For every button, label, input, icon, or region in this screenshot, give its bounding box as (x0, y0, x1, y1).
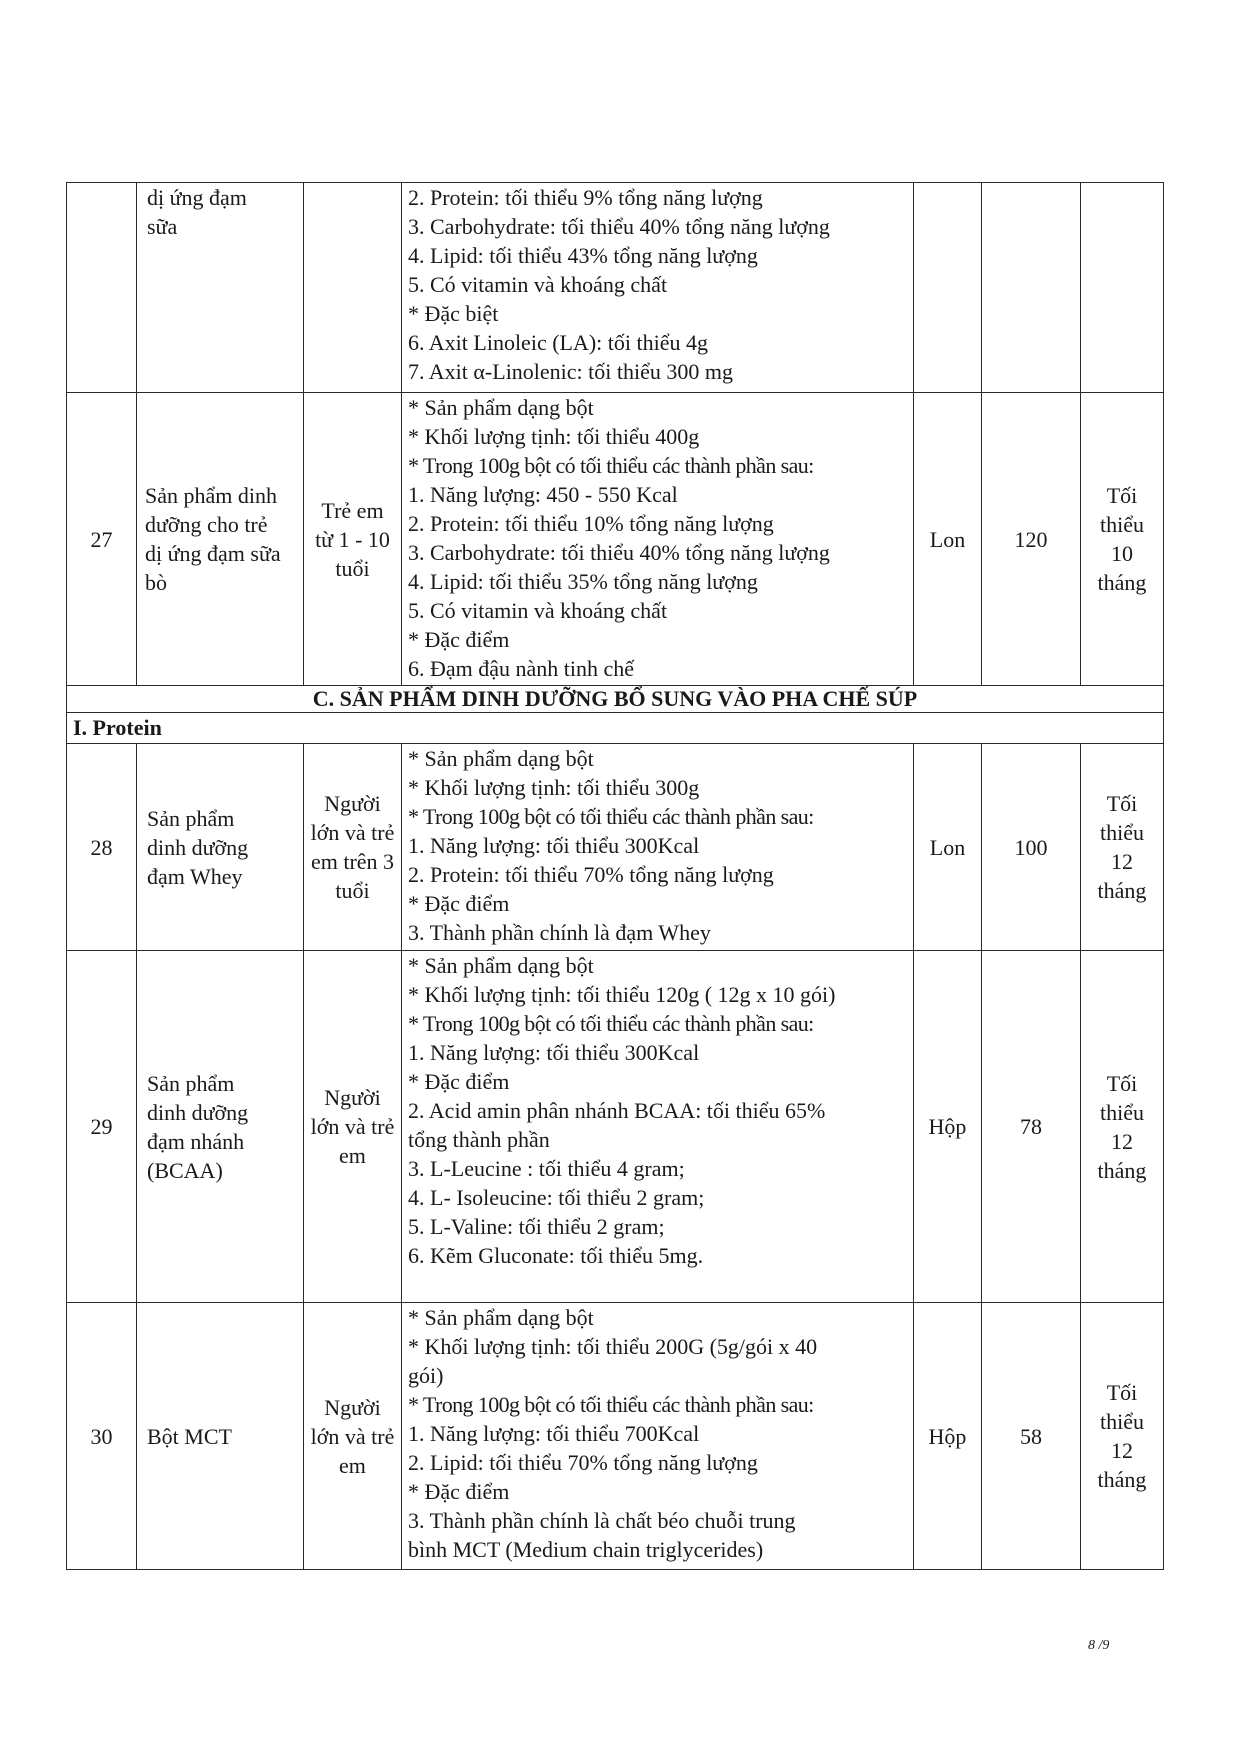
spec-line: * Đặc điểm (408, 1479, 510, 1504)
spec-line: 1. Năng lượng: tối thiểu 700Kcal (408, 1421, 700, 1446)
shelf-life: Tối thiểu 10 tháng (1081, 393, 1164, 686)
target-user: Trẻ em từ 1 - 10 tuổi (304, 393, 402, 686)
unit (914, 183, 982, 393)
spec-cell (402, 1303, 914, 1570)
product-name-text: dị ứng đạm sữa (147, 185, 247, 239)
unit: Hộp (914, 1303, 982, 1570)
spec-line: * Sản phẩm dạng bột (408, 395, 594, 420)
spec-line: 5. Có vitamin và khoáng chất (408, 598, 668, 623)
product-name (137, 393, 304, 686)
spec-cell (402, 183, 914, 393)
row-number: 30 (67, 1303, 137, 1570)
spec-line: * Đặc biệt (408, 301, 499, 326)
product-name-text: Sản phẩm dinh dưỡng đạm nhánh (BCAA) (147, 1070, 249, 1183)
spec-line: 4. L- Isoleucine: tối thiểu 2 gram; (408, 1185, 705, 1210)
spec-line: * Sản phẩm dạng bột (408, 953, 594, 978)
table-row (67, 393, 1164, 686)
spec-line: * Sản phẩm dạng bột (408, 1305, 594, 1330)
spec-line: 3. Carbohydrate: tối thiểu 40% tổng năng lượng (408, 214, 830, 239)
row-number: 29 (67, 951, 137, 1303)
target-user: Người lớn và trẻ em (304, 1303, 402, 1570)
section-title: C. SẢN PHẨM DINH DƯỠNG BỔ SUNG VÀO PHA CHẾ SÚP (67, 686, 1164, 713)
spec-line: 2. Acid amin phân nhánh BCAA: tối thiểu 65% tổng thành phần (408, 1098, 826, 1152)
spec-line: 2. Lipid: tối thiểu 70% tổng năng lượng (408, 1450, 758, 1475)
product-name-text: Sản phẩm dinh dưỡng đạm Whey (147, 805, 249, 889)
shelf-life: Tối thiểu 12 tháng (1081, 951, 1164, 1303)
unit: Hộp (914, 951, 982, 1303)
spec-line: 4. Lipid: tối thiểu 43% tổng năng lượng (408, 243, 758, 268)
quantity: 120 (982, 393, 1081, 686)
spec-line: 2. Protein: tối thiểu 70% tổng năng lượng (408, 862, 774, 887)
product-name (137, 951, 304, 1303)
spec-line: 3. Thành phần chính là đạm Whey (408, 920, 711, 945)
spec-line: 1. Năng lượng: tối thiểu 300Kcal (408, 1040, 700, 1065)
spec-line: * Đặc điểm (408, 1069, 510, 1094)
spec-line: 3. Thành phần chính là chất béo chuỗi trung bình MCT (Medium chain triglycerides) (408, 1508, 796, 1562)
quantity: 58 (982, 1303, 1081, 1570)
spec-line: 6. Đạm đậu nành tinh chế (408, 656, 635, 681)
spec-line: 5. Có vitamin và khoáng chất (408, 272, 668, 297)
shelf-life: Tối thiểu 12 tháng (1081, 744, 1164, 951)
spec-line: 2. Protein: tối thiểu 10% tổng năng lượng (408, 511, 774, 536)
quantity (982, 183, 1081, 393)
unit: Lon (914, 393, 982, 686)
page-number: 8 /9 (1088, 1638, 1110, 1653)
spec-line: * Trong 100g bột có tối thiểu các thành phần sau: (408, 1392, 814, 1417)
spec-cell (402, 393, 914, 686)
target-user: Người lớn và trẻ em trên 3 tuổi (304, 744, 402, 951)
table-row (67, 1303, 1164, 1570)
spec-line: 1. Năng lượng: tối thiểu 300Kcal (408, 833, 700, 858)
product-name (137, 1303, 304, 1570)
spec-line: 6. Axit Linoleic (LA): tối thiểu 4g (408, 330, 709, 355)
spec-cell (402, 744, 914, 951)
table-row (67, 744, 1164, 951)
spec-line: * Trong 100g bột có tối thiểu các thành phần sau: (408, 1011, 814, 1036)
spec-line: * Khối lượng tịnh: tối thiểu 300g (408, 775, 700, 800)
row-number (67, 183, 137, 393)
spec-line: 3. L-Leucine : tối thiểu 4 gram; (408, 1156, 685, 1181)
spec-line: 2. Protein: tối thiểu 9% tổng năng lượng (408, 185, 763, 210)
group-title: I. Protein (67, 713, 1164, 744)
shelf-life: Tối thiểu 12 tháng (1081, 1303, 1164, 1570)
spec-line: * Đặc điểm (408, 891, 510, 916)
product-name-text: Sản phẩm dinh dưỡng cho trẻ dị ứng đạm sữa bò (145, 483, 281, 595)
spec-cell (402, 951, 914, 1303)
spec-line: 1. Năng lượng: 450 - 550 Kcal (408, 482, 678, 507)
row-number: 27 (67, 393, 137, 686)
section-header-row (67, 686, 1164, 713)
spec-line: 6. Kẽm Gluconate: tối thiểu 5mg. (408, 1243, 704, 1268)
product-spec-table (66, 182, 1164, 1570)
spec-line: * Đặc điểm (408, 627, 510, 652)
target-user: Người lớn và trẻ em (304, 951, 402, 1303)
quantity: 78 (982, 951, 1081, 1303)
table-row (67, 183, 1164, 393)
group-header-row (67, 713, 1164, 744)
row-number: 28 (67, 744, 137, 951)
spec-line: * Khối lượng tịnh: tối thiểu 200G (5g/gói x 40 gói) (408, 1334, 818, 1388)
unit: Lon (914, 744, 982, 951)
product-name-text: Bột MCT (147, 1423, 232, 1449)
target-user (304, 183, 402, 393)
spec-line: * Sản phẩm dạng bột (408, 746, 594, 771)
product-name (137, 744, 304, 951)
spec-line: 7. Axit α-Linolenic: tối thiểu 300 mg (408, 359, 733, 384)
product-name (137, 183, 304, 393)
spec-line: * Trong 100g bột có tối thiểu các thành phần sau: (408, 453, 814, 478)
spec-line: 5. L-Valine: tối thiểu 2 gram; (408, 1214, 665, 1239)
spec-line: 4. Lipid: tối thiểu 35% tổng năng lượng (408, 569, 758, 594)
quantity: 100 (982, 744, 1081, 951)
table-row (67, 951, 1164, 1303)
spec-line: 3. Carbohydrate: tối thiểu 40% tổng năng lượng (408, 540, 830, 565)
shelf-life (1081, 183, 1164, 393)
spec-line: * Trong 100g bột có tối thiểu các thành phần sau: (408, 804, 814, 829)
spec-line: * Khối lượng tịnh: tối thiểu 400g (408, 424, 700, 449)
spec-line: * Khối lượng tịnh: tối thiểu 120g ( 12g x 10 gói) (408, 982, 836, 1007)
